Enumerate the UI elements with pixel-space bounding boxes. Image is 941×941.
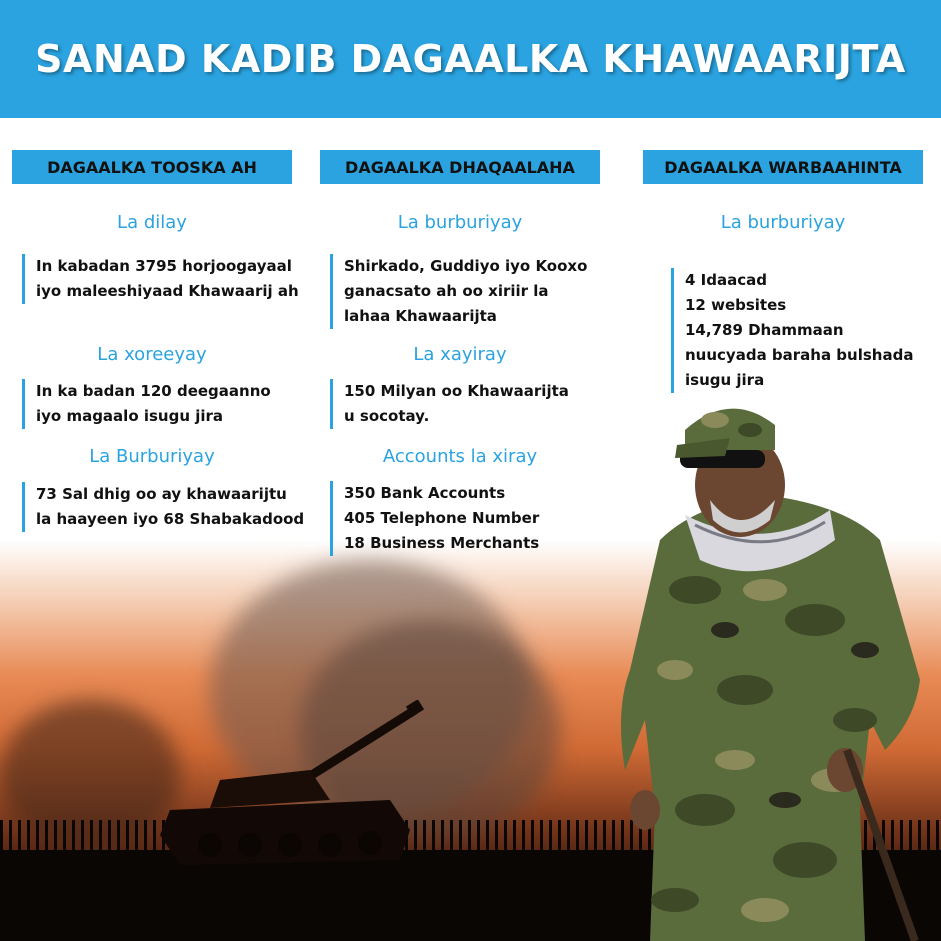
text-line: isugu jira (685, 371, 765, 389)
text-line: 73 Sal dhig oo ay khawaarijtu (36, 485, 287, 503)
column-direct-war (12, 150, 305, 528)
text-line: la haayeen iyo 68 Shabakadood (36, 510, 305, 528)
section-text (330, 254, 587, 329)
tank-silhouette (160, 700, 440, 870)
section-label: La Burburiyay (89, 446, 215, 467)
text-line: In ka badan 120 deegaanno (36, 382, 271, 400)
text-line: iyo maleeshiyaad Khawaarij ah (36, 282, 299, 300)
column-economic-war (320, 150, 600, 552)
text-line: 150 Milyan oo Khawaarijta (344, 382, 569, 400)
page-title: SANAD KADIB DAGAALKA KHAWAARIJTA (35, 37, 906, 81)
section-text (22, 254, 299, 304)
text-line: 18 Business Merchants (344, 534, 540, 552)
text-line: ganacsato ah oo xiriir la (344, 282, 549, 300)
text-line: lahaa Khawaarijta (344, 307, 497, 325)
section-label: La xoreeyay (97, 344, 207, 365)
section-text (330, 481, 539, 556)
text-line: Shirkado, Guddiyo iyo Kooxo (344, 257, 588, 275)
section-label: La burburiyay (720, 212, 846, 233)
section-text (22, 379, 271, 429)
text-line: 14,789 Dhammaan (685, 321, 844, 339)
column-heading: DAGAALKA WARBAAHINTA (643, 150, 923, 184)
column-heading: DAGAALKA DHAQAALAHA (320, 150, 600, 184)
text-line: iyo magaalo isugu jira (36, 407, 224, 425)
section-label: Accounts la xiray (382, 446, 538, 467)
column-media-war (643, 150, 923, 389)
section-label: La dilay (117, 212, 187, 233)
soldier-figure (615, 390, 935, 941)
column-heading: DAGAALKA TOOSKA AH (12, 150, 292, 184)
section-label: La burburiyay (397, 212, 523, 233)
text-line: 12 websites (685, 296, 787, 314)
text-line: u socotay. (344, 407, 430, 425)
text-line: nuucyada baraha bulshada (685, 346, 914, 364)
section-text (330, 379, 569, 429)
text-line: In kabadan 3795 horjoogayaal (36, 257, 292, 275)
section-label: La xayiray (413, 344, 507, 365)
text-line: 405 Telephone Number (344, 509, 540, 527)
text-line: 4 Idaacad (685, 271, 767, 289)
text-line: 350 Bank Accounts (344, 484, 506, 502)
section-text (671, 268, 913, 393)
title-banner (0, 0, 941, 118)
section-text (22, 482, 304, 532)
